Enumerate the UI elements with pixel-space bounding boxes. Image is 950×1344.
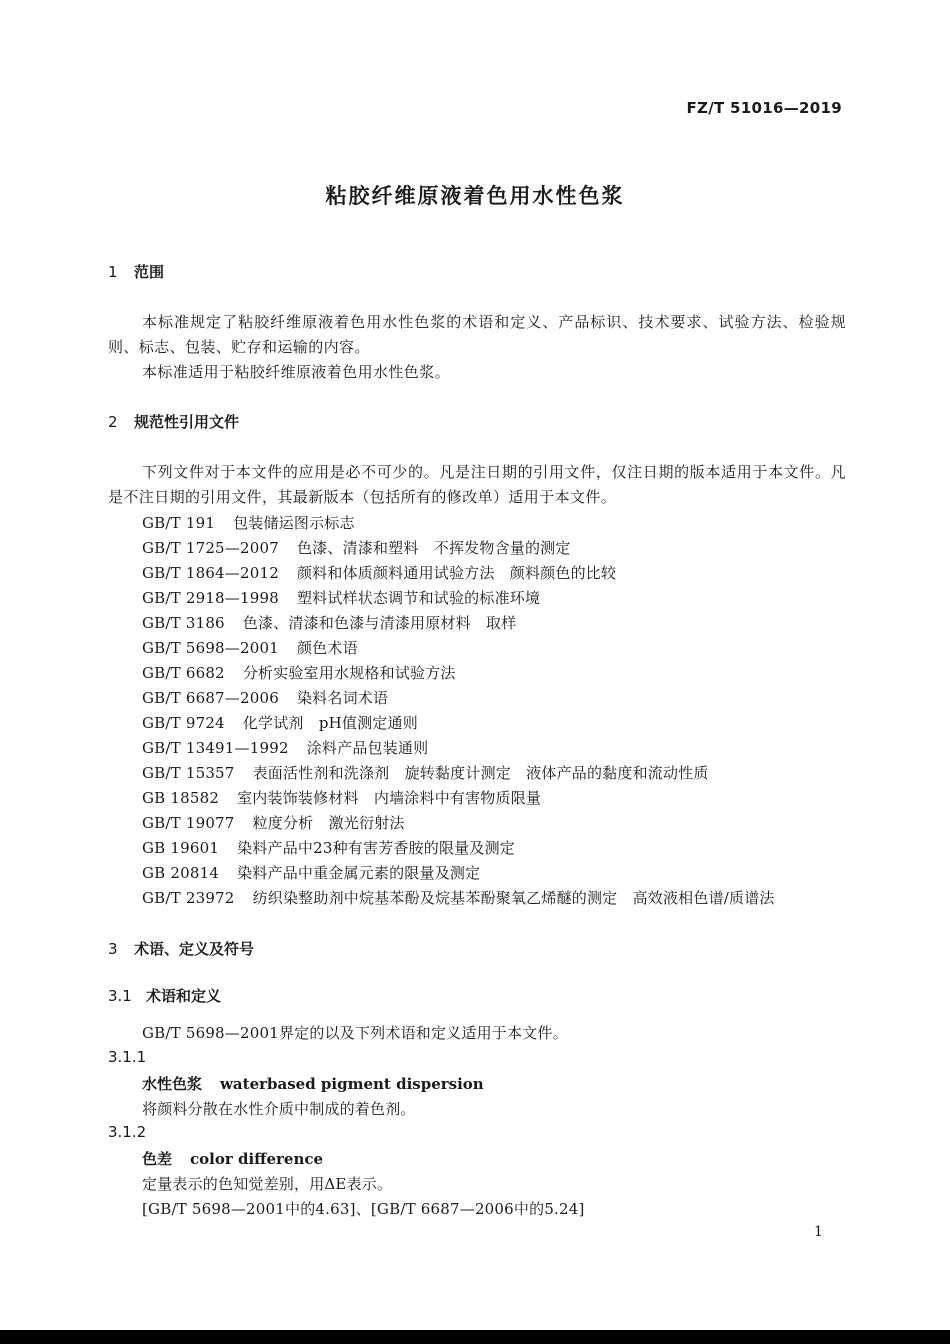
term-title: [142, 1148, 323, 1169]
reference-item: [142, 537, 571, 558]
section-number: 2: [108, 413, 118, 431]
reference-title: 包装储运图示标志: [233, 514, 355, 532]
term-title: [142, 1073, 484, 1094]
reference-code: GB/T 1725—2007: [142, 539, 279, 557]
reference-code: GB/T 19077: [142, 814, 235, 832]
term-number: 3.1.1: [108, 1048, 147, 1066]
reference-title: 分析实验室用水规格和试验方法: [242, 664, 456, 682]
reference-code: GB/T 2918—1998: [142, 589, 279, 607]
reference-title: 表面活性剂和洗涤剂 旋转黏度计测定 液体产品的黏度和流动性质: [252, 764, 709, 782]
reference-item: [142, 862, 480, 883]
reference-code: GB/T 3186: [142, 614, 225, 632]
reference-code: GB/T 1864—2012: [142, 564, 279, 582]
term-source: [GB/T 5698—2001中的4.63]、[GB/T 6687—2006中的5.24]: [142, 1200, 585, 1218]
reference-code: GB/T 6687—2006: [142, 689, 279, 707]
reference-item: [142, 562, 616, 583]
reference-item: [142, 762, 709, 783]
reference-item: [142, 587, 540, 608]
reference-code: GB/T 15357: [142, 764, 235, 782]
reference-code: GB/T 23972: [142, 889, 235, 907]
reference-title: 染料产品中23种有害芳香胺的限量及测定: [237, 839, 515, 857]
reference-code: GB/T 5698—2001: [142, 639, 279, 657]
section-2-heading: [108, 411, 239, 432]
reference-title: 颜色术语: [296, 639, 358, 657]
section-title: 范围: [134, 263, 165, 281]
reference-item: [142, 712, 418, 733]
subsection-number: 3.1: [108, 987, 132, 1005]
section-1-heading: [108, 261, 164, 282]
document-title: 粘胶纤维原液着色用水性色浆: [325, 184, 625, 208]
reference-title: 染料名词术语: [296, 689, 389, 707]
section-1-paragraph-2: 本标准适用于粘胶纤维原液着色用水性色浆。: [142, 363, 451, 381]
reference-title: 室内装饰装修材料 内墙涂料中有害物质限量: [237, 789, 542, 807]
reference-item: [142, 612, 516, 633]
reference-title: 色漆、清漆和色漆与清漆用原材料 取样: [242, 614, 517, 632]
reference-code: GB/T 191: [142, 514, 216, 532]
reference-title: 化学试剂 pH值测定通则: [242, 714, 418, 732]
reference-code: GB/T 6682: [142, 664, 225, 682]
term-en: color difference: [190, 1150, 324, 1168]
reference-item: [142, 637, 358, 658]
reference-item: [142, 687, 388, 708]
reference-code: GB/T 9724: [142, 714, 225, 732]
subsection-3-1-heading: [108, 985, 221, 1006]
section-title: 规范性引用文件: [134, 413, 240, 431]
section-number: 1: [108, 263, 118, 281]
reference-code: GB 19601: [142, 839, 220, 857]
section-number: 3: [108, 940, 118, 958]
reference-item: [142, 512, 355, 533]
term-en: waterbased pigment dispersion: [220, 1075, 484, 1093]
term-number: 3.1.2: [108, 1123, 147, 1141]
section-3-heading: [108, 938, 254, 959]
term-definition: 将颜料分散在水性介质中制成的着色剂。: [142, 1100, 416, 1118]
reference-item: [142, 887, 775, 908]
section-1-paragraph-1: 本标准规定了粘胶纤维原液着色用水性色浆的术语和定义、产品标识、技术要求、试验方法、检验规则、标志、包装、贮存和运输的内容。: [108, 313, 846, 356]
reference-item: [142, 662, 456, 683]
reference-title: 粒度分析 激光衍射法: [252, 814, 405, 832]
subsection-3-1-intro: GB/T 5698—2001界定的以及下列术语和定义适用于本文件。: [142, 1024, 568, 1042]
reference-code: GB 20814: [142, 864, 220, 882]
reference-title: 颜料和体质颜料通用试验方法 颜料颜色的比较: [296, 564, 617, 582]
section-2-intro: 下列文件对于本文件的应用是必不可少的。凡是注日期的引用文件，仅注日期的版本适用于本文件。凡是不注日期的引用文件，其最新版本（包括所有的修改单）适用于本文件。: [108, 463, 846, 506]
standard-code: FZ/T 51016—2019: [686, 99, 842, 117]
reference-item: [142, 787, 541, 808]
reference-item: [142, 837, 515, 858]
reference-title: 染料产品中重金属元素的限量及测定: [237, 864, 481, 882]
term-zh: 水性色浆: [142, 1075, 203, 1093]
bottom-border: [0, 1330, 950, 1344]
term-definition: 定量表示的色知觉差别，用ΔE表示。: [142, 1175, 393, 1193]
reference-code: GB/T 13491—1992: [142, 739, 289, 757]
reference-title: 涂料产品包装通则: [306, 739, 429, 757]
section-title: 术语、定义及符号: [134, 940, 255, 958]
reference-title: 色漆、清漆和塑料 不挥发物含量的测定: [296, 539, 571, 557]
reference-code: GB 18582: [142, 789, 220, 807]
reference-item: [142, 812, 405, 833]
reference-title: 纺织染整助剂中烷基苯酚及烷基苯酚聚氧乙烯醚的测定 高效液相色谱/质谱法: [252, 889, 775, 907]
subsection-title: 术语和定义: [146, 987, 222, 1005]
reference-item: [142, 737, 428, 758]
term-zh: 色差: [142, 1150, 173, 1168]
reference-title: 塑料试样状态调节和试验的标准环境: [296, 589, 541, 607]
page-number: 1: [814, 1224, 823, 1240]
